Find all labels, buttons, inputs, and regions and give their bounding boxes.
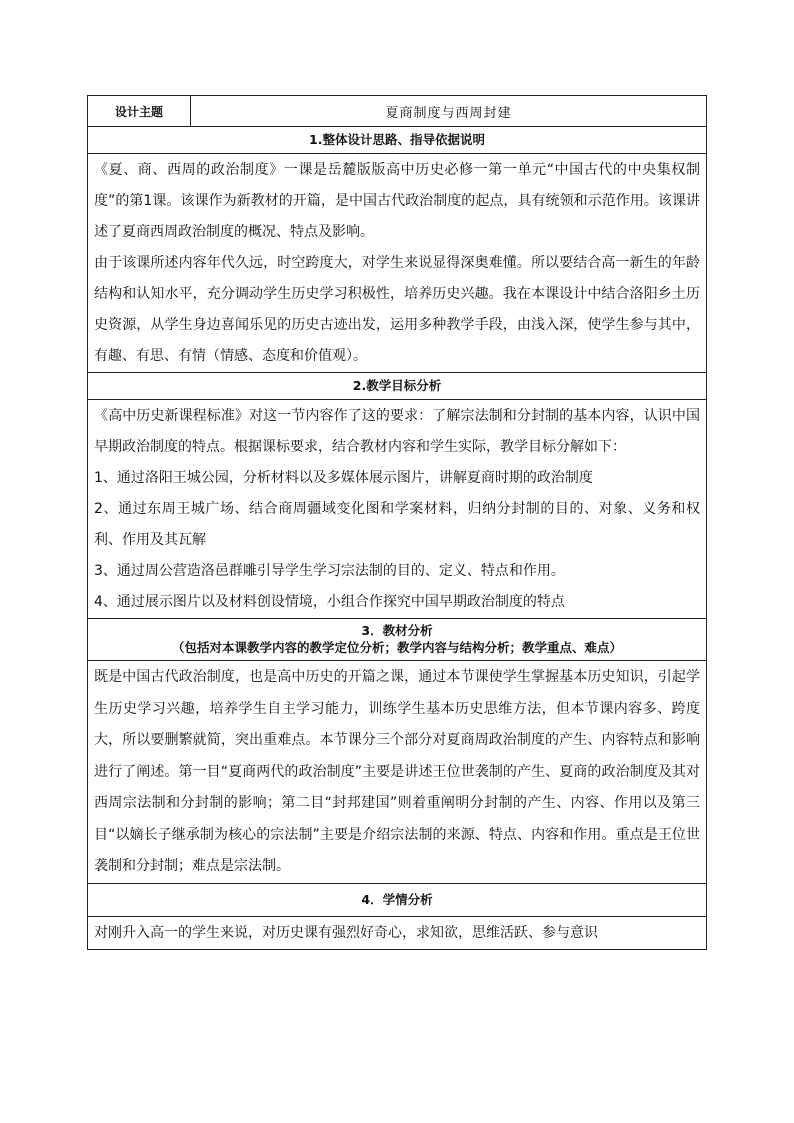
paragraph: 既是中国古代政治制度，也是高中历史的开篇之课，通过本节课使学生掌握基本历史知识，引起学生历史学习兴趣，培养学生自主学习能力，训练学生基本历史思维方法，但本节课内容多、跨度大，所以要删繁就简，突出重难点。本节课分三个部分对夏商周政治制度的产生、内容特点和影响进行了阐述。第一目“夏商两代的政治制度”主要是讲述王位世袭制的产生、夏商的政治制度及其对西周宗法制和分封制的影响；第二目“封邦建国”则着重阐明分封制的产生、内容、作用以及第三目“以嫡长子继承制为核心的宗法制”主要是介绍宗法制的来源、特点、内容和作用。重点是王位世袭制和分封制；难点是宗法制。 [94, 669, 700, 874]
list-item: 2、通过东周王城广场、结合商周疆域变化图和学案材料，归纳分封制的目的、对象、义务和权利、作用及其瓦解 [94, 501, 700, 548]
section-title: 1.整体设计思路、指导依据说明 [88, 127, 707, 154]
section-subtitle: （包括对本课教学内容的教学定位分析；教学内容与结构分析；教学重点、难点） [171, 640, 622, 655]
section-title-main: 3．教材分析 [361, 623, 433, 638]
section-2-body-row [88, 400, 707, 619]
section-title: 4．学情分析 [88, 883, 707, 916]
list-item: 1、通过洛阳王城公园，分析材料以及多媒体展示图片，讲解夏商时期的政治制度 [94, 470, 593, 486]
section-3-body-row [88, 661, 707, 884]
paragraph: 《夏、商、西周的政治制度》一课是岳麓版版高中历史必修一第一单元“中国古代的中央集权制度”的第1课。该课作为新教材的开篇，是中国古代政治制度的起点，具有统领和示范作用。该课讲述了夏商西周政治制度的概况、特点及影响。 [94, 162, 700, 240]
section-title: 2.教学目标分析 [88, 373, 707, 400]
section-body [88, 400, 707, 619]
section-body [88, 661, 707, 884]
design-topic-value: 夏商制度与西周封建 [191, 96, 707, 127]
section-body [88, 916, 707, 949]
list-item: 4、通过展示图片以及材料创设情境，小组合作探究中国早期政治制度的特点 [94, 594, 565, 610]
section-body [88, 154, 707, 373]
lesson-design-document [87, 95, 706, 950]
paragraph: 由于该课所述内容年代久远，时空跨度大，对学生来说显得深奥难懂。所以要结合高一新生的年龄结构和认知水平，充分调动学生历史学习积极性，培养历史兴趣。我在本课设计中结合洛阳乡土历史资源，从学生身边喜闻乐见的历史古迹出发，运用多种教学手段，由浅入深，使学生参与其中，有趣、有思、有情（情感、态度和价值观）。 [94, 255, 700, 364]
section-1-body-row [88, 154, 707, 373]
design-table [87, 95, 707, 950]
design-topic-row [88, 96, 707, 127]
paragraph: 对刚升入高一的学生来说，对历史课有强烈好奇心，求知欲，思维活跃、参与意识 [94, 924, 598, 941]
list-item: 3、通过周公营造洛邑群雕引导学生学习宗法制的目的、定义、特点和作用。 [94, 563, 565, 579]
section-3-title-row [88, 619, 707, 661]
paragraph: 《高中历史新课程标准》对这一节内容作了这的要求：了解宗法制和分封制的基本内容，认识中国早期政治制度的特点。根据课标要求，结合教材内容和学生实际，教学目标分解如下： [94, 408, 700, 455]
section-4-title-row [88, 883, 707, 916]
section-1-title-row [88, 127, 707, 154]
section-2-title-row [88, 373, 707, 400]
design-topic-label: 设计主题 [88, 96, 191, 127]
section-4-body-row [88, 916, 707, 949]
section-title [88, 619, 707, 661]
